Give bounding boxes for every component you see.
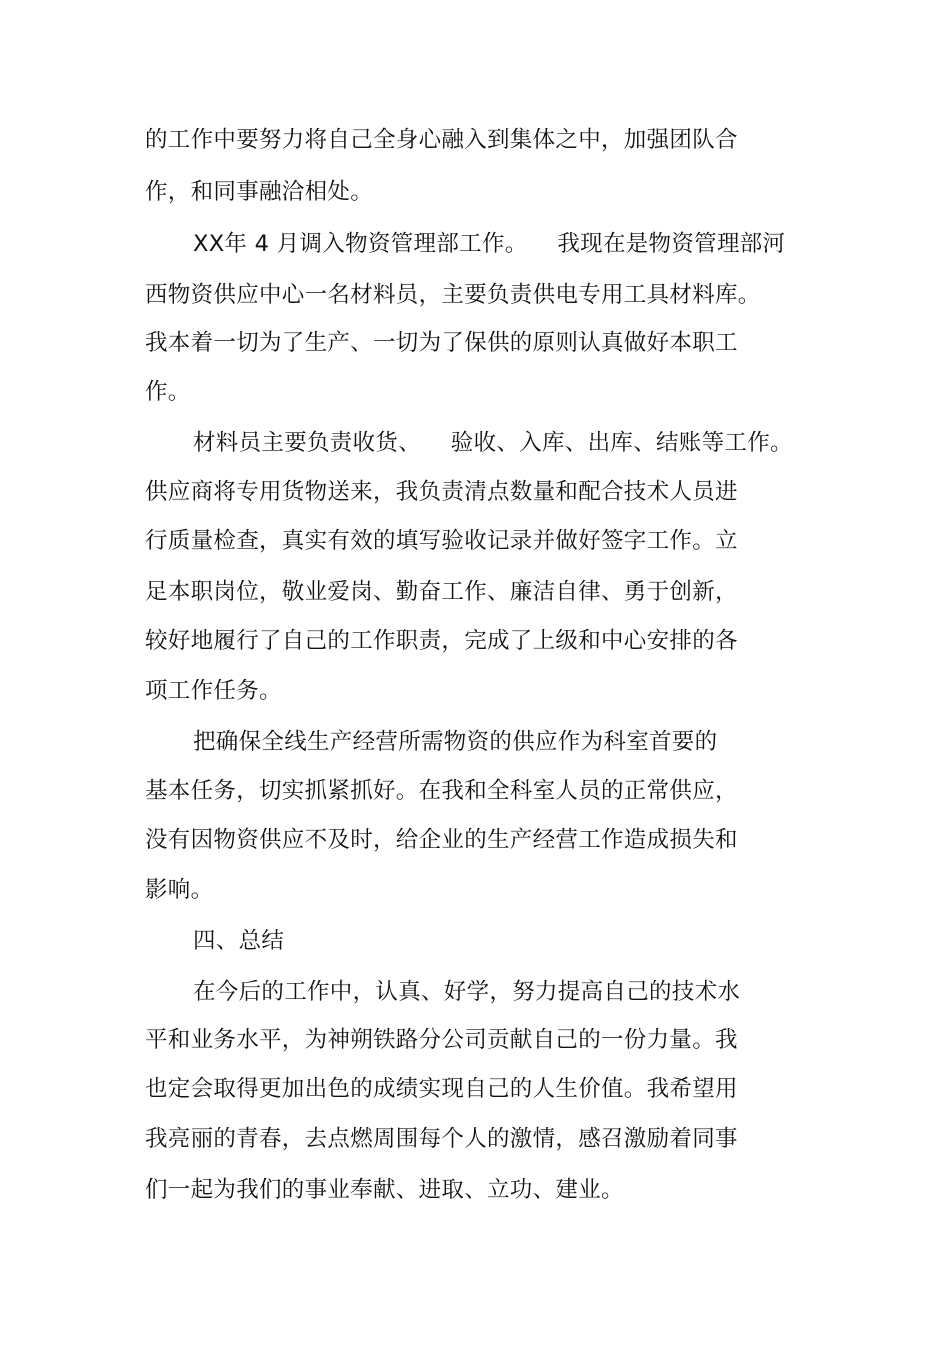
text-line: 我本着一切为了生产、一切为了保供的原则认真做好本职工 bbox=[145, 330, 738, 356]
text-line: 项工作任务。 bbox=[145, 678, 282, 704]
paragraph-start-line: 把确保全线生产经营所需物资的供应作为科室首要的 bbox=[193, 729, 718, 755]
paragraph-start-line: 材料员主要负责收货、 验收、入库、出库、结账等工作。 bbox=[193, 430, 793, 456]
text-line: 我亮丽的青春，去点燃周围每个人的激情，感召激励着同事 bbox=[145, 1126, 738, 1152]
text-line: 供应商将专用货物送来，我负责清点数量和配合技术人员进 bbox=[145, 479, 738, 505]
text-line: 足本职岗位，敬业爱岗、勤奋工作、廉洁自律、勇于创新， bbox=[145, 579, 738, 605]
text-line: 作，和同事融洽相处。 bbox=[145, 179, 374, 205]
section-heading: 四、总结 bbox=[193, 928, 285, 954]
text-line: 平和业务水平，为神朔铁路分公司贡献自己的一份力量。我 bbox=[145, 1027, 738, 1053]
text-line: 的工作中要努力将自己全身心融入到集体之中，加强团队合 bbox=[145, 127, 738, 153]
text-line: 影响。 bbox=[145, 877, 214, 903]
text-line: 较好地履行了自己的工作职责，完成了上级和中心安排的各 bbox=[145, 628, 738, 654]
text-line: 西物资供应中心一名材料员，主要负责供电专用工具材料库。 bbox=[145, 282, 761, 308]
text-line: 作。 bbox=[145, 379, 191, 405]
text-line: 也定会取得更加出色的成绩实现自己的人生价值。我希望用 bbox=[145, 1076, 738, 1102]
text-line: 没有因物资供应不及时，给企业的生产经营工作造成损失和 bbox=[145, 827, 738, 853]
paragraph-start-line: 在今后的工作中，认真、好学，努力提高自己的技术水 bbox=[193, 979, 741, 1005]
paragraph-start-line: XX年 4 月调入物资管理部工作。 我现在是物资管理部河 bbox=[193, 231, 786, 257]
text-line: 行质量检查，真实有效的填写验收记录并做好签字工作。立 bbox=[145, 528, 738, 554]
text-line: 基本任务，切实抓紧抓好。在我和全科室人员的正常供应， bbox=[145, 778, 738, 804]
text-line: 们一起为我们的事业奉献、进取、立功、建业。 bbox=[145, 1177, 624, 1203]
